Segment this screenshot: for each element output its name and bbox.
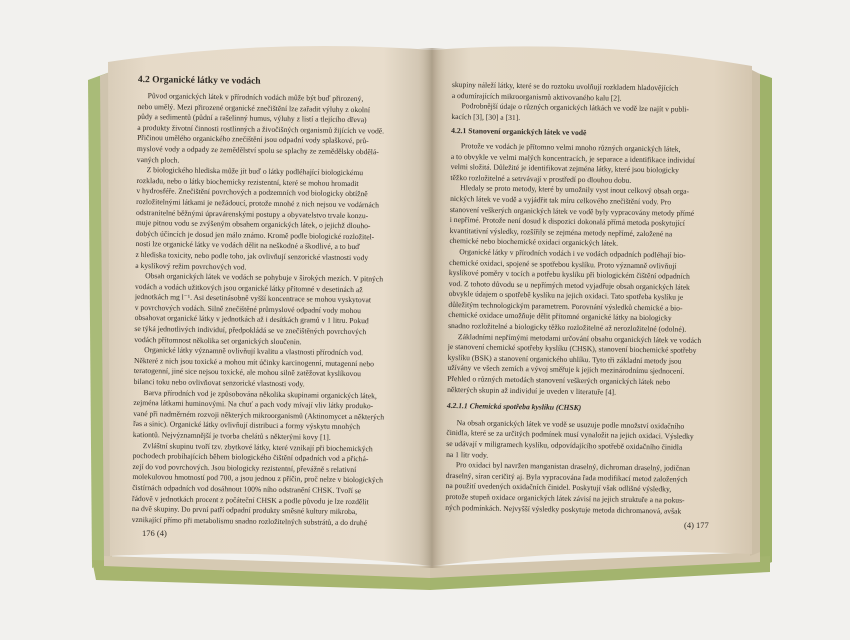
text-line: chemické oxidaci, spojené se spotřebou kyslíku. Proto významně ovlivňují xyxy=(449,257,677,271)
text-line: dobých účincích je dosud jen málo známo. Kromě podle biologické rozložitel- xyxy=(135,228,375,242)
text-line: některých skupin až individuí je uveden v literatuře [4]. xyxy=(447,384,617,397)
text-line: Obsah organických látek ve vodách se pohybuje v širokých mezích. V pitných xyxy=(145,271,384,284)
text-line: kyslíku (BSK) a stanovení organického uhlíku. Tyto tři základní metody jsou xyxy=(447,352,682,366)
text-line: kacích [3], [30] a [31]. xyxy=(451,111,521,122)
text-line: rozkladu, nebo o látky biochemicky rezistentní, které se mohou hromadit xyxy=(136,175,359,188)
text-line: Organické látky významně ovlivňují kvalitu a vlastnosti přírodních vod. xyxy=(144,345,364,358)
text-line: ných podmínkách. Nejvyšší výsledky poskytuje metoda dichromanová, avšak xyxy=(445,502,682,516)
text-line: Pro oxidaci byl navržen manganistan draselný, dichroman draselný, jodičnan xyxy=(455,460,691,473)
text-line: myslové vody a odpady ze zemědělství spolu se splachy ze zemědělsky obdělá- xyxy=(136,143,379,157)
text-line: na použití uvedených oxidačních činidel. Poskytují však odlišné výsledky, xyxy=(445,481,672,494)
text-line: půdy a sedimentů (půdní a rašelinný humus, výluhy z listí a tlejícího dřeva) xyxy=(137,112,367,125)
text-line: a produkty životní činnosti rostlinných a živočišných organismů žijících ve vodě. xyxy=(137,122,385,136)
text-line: teratogenní, jiné sice nejsou toxické, ale mohou silně zatěžovat kyslíkovou xyxy=(133,366,362,379)
text-line: Základními nepřímými metodami určování obsahu organických látek ve vodách xyxy=(457,331,702,345)
right-page-text xyxy=(445,80,724,517)
gutter-shadow xyxy=(418,48,446,568)
text-line: pochodech probíhajících během biologického čištění odpadních vod a přichá- xyxy=(132,451,369,464)
text-line: kyslíkové poměry v tocích a potřebu kyslíku při biologickém čištění odpadních xyxy=(448,268,690,281)
text-line: draselný, síran ceričitý aj. Byla vypracována řada modifikací metod založených xyxy=(445,470,688,484)
text-line: na dvě skupiny. Do první patří odpadní produkty směsné kultury mikroba, xyxy=(131,504,358,517)
text-line: Barva přírodních vod je způsobována několika skupinami organických látek, xyxy=(143,387,377,400)
text-line: se udávají v miligramech kyslíku, odpovídajícího spotřebě oxidačního činidla xyxy=(446,438,683,452)
text-line: Na obsah organických látek ve vodě se usuzuje podle množství oxidačního xyxy=(456,417,685,431)
text-line: odstranitelné běžnými úpravárenskými postupy a obyvatelstvo trvale konzu- xyxy=(136,207,369,220)
text-line: nebo umělý. Mezi přirozené organické znečištění lze zařadit výluhy z okolní xyxy=(137,101,371,114)
text-line: čistírnách odpadních vod dosáhnout 100% ního odstranění CHSK. Tvoří se xyxy=(132,482,362,496)
text-line: v hydrosféře. Znečištění povrchových a podzemních vod biologicky obtížně xyxy=(136,186,368,199)
text-line: Některé z nich jsou toxické a mohou mít účinky karcinogenní, mutagenní nebo xyxy=(133,355,375,369)
text-line: vaných ploch. xyxy=(136,154,180,165)
left-page-text xyxy=(132,74,416,529)
text-line: jednotkách mg l⁻¹. Asi desetinásobně vyšší koncentrace se mohou vyskytovat xyxy=(134,292,372,305)
text-line: řádově v jednotkách procent z počáteční CHSK a podle původu je lze rozdělit xyxy=(132,493,369,506)
text-line: molekulovou hmotností pod 700, a jsou jednou z příčin, proč nelze v biologických xyxy=(132,472,383,485)
text-line: je stanovení chemické spotřeby kyslíku (CHSK), stanovení biochemické spotřeby xyxy=(447,342,697,356)
text-line: bilanci toku nebo ovlivňovat senzorické vlastnosti vody. xyxy=(133,377,305,389)
text-line: řas a sinic). Organické látky ovlivňují distribuci a formy výskytu mnohých xyxy=(133,419,361,432)
text-line: důležitým technologickým parametrem. Porovnání výsledků chemické a bio- xyxy=(448,299,683,313)
text-line: těžko rozložitelné a setrvávají v prostředí po dlouhou dobu. xyxy=(450,172,632,185)
text-line: činidla, které se za určitých podmínek musí vynaložit na jejich oxidaci. Výsledky xyxy=(446,428,694,442)
text-line: Organické látky v přírodních vodách i ve vodách odpadních podléhají bio- xyxy=(459,247,686,260)
text-line: protože stupeň oxidace organických látek závisí na jejich struktuře a na pokus- xyxy=(445,491,685,505)
text-line: vznikající přímo při metabolismu snadno rozložitelných substrátů, a do druhé xyxy=(131,514,368,527)
text-line: zejména látkami huminovými. Na chuť a pach vody mívají vliv látky produko- xyxy=(133,398,374,411)
section-heading: 4.2.1 Stanovení organických látek ve vodě xyxy=(451,126,587,138)
text-line: Původ organických látek v přírodních vodách může být buď přirozený, xyxy=(147,91,364,104)
text-line: obsahovat organické látky v jednotkách až i desítkách gramů v 1 litru. Pokud xyxy=(134,313,369,326)
text-line: a to obvykle ve velmi malých koncentracích, je separace a identifikace individuí xyxy=(450,151,696,165)
text-line: na 1 litr vody. xyxy=(446,449,489,460)
text-line: z hlediska toxicity, nebo podle toho, jak ovlivňují senzorické vlastnosti vody xyxy=(135,249,369,263)
text-line: Přičinou umělého organického znečištění jsou odpadní vody splaškové, prů- xyxy=(137,133,369,146)
subsection-heading: 4.2.1.1 Chemická spotřeba kyslíku (CHSK) xyxy=(446,401,582,413)
right-page-folio: (4) 177 xyxy=(684,520,709,530)
text-line: rozložitelnými látkami je nežádoucí, protože mnohé z nich nejsou ve vodárnách xyxy=(136,196,379,210)
left-page-heading: 4.2 Organické látky ve vodách xyxy=(137,74,261,87)
text-line: zejí do vod povrchových. Jsou biologicky rezistentní, převážně s relativní xyxy=(132,461,357,474)
text-line: nických látek ve vodě a vyjádřit tak míru celkového znečištění vody. Pro xyxy=(450,193,672,207)
text-line: Protože ve vodách je přítomno velmi mnoho různých organických látek, xyxy=(460,141,681,154)
text-line: nosti lze organické látky ve vodách dělit na neškodné a škodlivé, a to buď xyxy=(135,239,361,252)
text-line: kvantitativní výsledky, rozšířily se zejména metody nepřímé, založené na xyxy=(449,225,673,239)
text-line: kationtů. Nejvýznamnější je tvorba chelátů s některými kovy [1]. xyxy=(132,429,331,442)
text-line: stanovení veškerých organických látek ve vodě byly vypracovány metody přímé xyxy=(449,204,695,218)
text-line: chemické oxidace umožňuje dělit přítomné organické látky na biologicky xyxy=(448,310,672,323)
text-line: vodách přítomnost několika set organických sloučenin. xyxy=(134,334,302,346)
text-line: vod. Z tohoto důvodu se u nepřímých metod vyjadřuje obsah organických látek xyxy=(448,278,690,292)
text-line: a odumírajících mikroorganismů aktivovaného kalu [2]. xyxy=(451,90,622,103)
text-line: vané při nadměrném rozvoji některých mikroorganismů (Aktinomycet a některých xyxy=(133,408,385,422)
text-line: i nepřímé. Protože není dosud k dispozici dokonalá přímá metoda poskytující xyxy=(449,215,686,228)
text-line: Zvláštní skupinu tvoří tzv. zbytkové látky, které vznikají při biochemických xyxy=(142,440,373,453)
text-line: muje pitnou vodu se zvýšeným obsahem organických látek, o jejichž dlouho- xyxy=(135,218,371,231)
text-line: Přehled o různých metodách stanovení veškerých organických látek nebo xyxy=(447,373,671,387)
text-line: chemické nebo biochemické oxidaci organických látek. xyxy=(449,236,619,248)
text-line: velmi složitá. Důležité je identifikovat zejména látky, které jsou biologicky xyxy=(450,162,679,175)
text-line: skupiny náleží látky, které se do roztoku uvolňují rozkladem hladovějících xyxy=(451,80,679,93)
left-page-folio: 176 (4) xyxy=(142,528,167,538)
text-line: vodách a vodách užitkových jsou organické látky přítomné v desetinách až xyxy=(134,281,363,294)
text-line: a kyslíkový režim povrchových vod. xyxy=(135,260,247,272)
text-line: snadno rozložitelné a biologicky těžko rozložitelné až nerozložitelné (odolné). xyxy=(448,321,687,334)
text-line: obvykle údajem o spotřebě kyslíku na jejich oxidaci. Tato spotřeba kyslíku je xyxy=(448,289,684,302)
text-line: se týká jednotlivých individuí, předpokládá se ve znečištěných povrchových xyxy=(134,324,367,337)
text-line: Hledaly se proto metody, které by umožnily vyst inout celkový obsah orga- xyxy=(460,183,690,197)
text-line: Z biologického hlediska může jít buď o látky podléhající biologickému xyxy=(146,165,364,178)
text-line: užívány ve všech zemích a vývoj směřuje k jejich mezinárodnímu sjednocení. xyxy=(447,363,685,377)
text-line: Podrobnější údaje o různých organických látkách ve vodě lze najít v publi- xyxy=(461,101,690,114)
text-line: v povrchových vodách. Silně znečištěné průmyslové odpadní vody mohou xyxy=(134,302,362,316)
